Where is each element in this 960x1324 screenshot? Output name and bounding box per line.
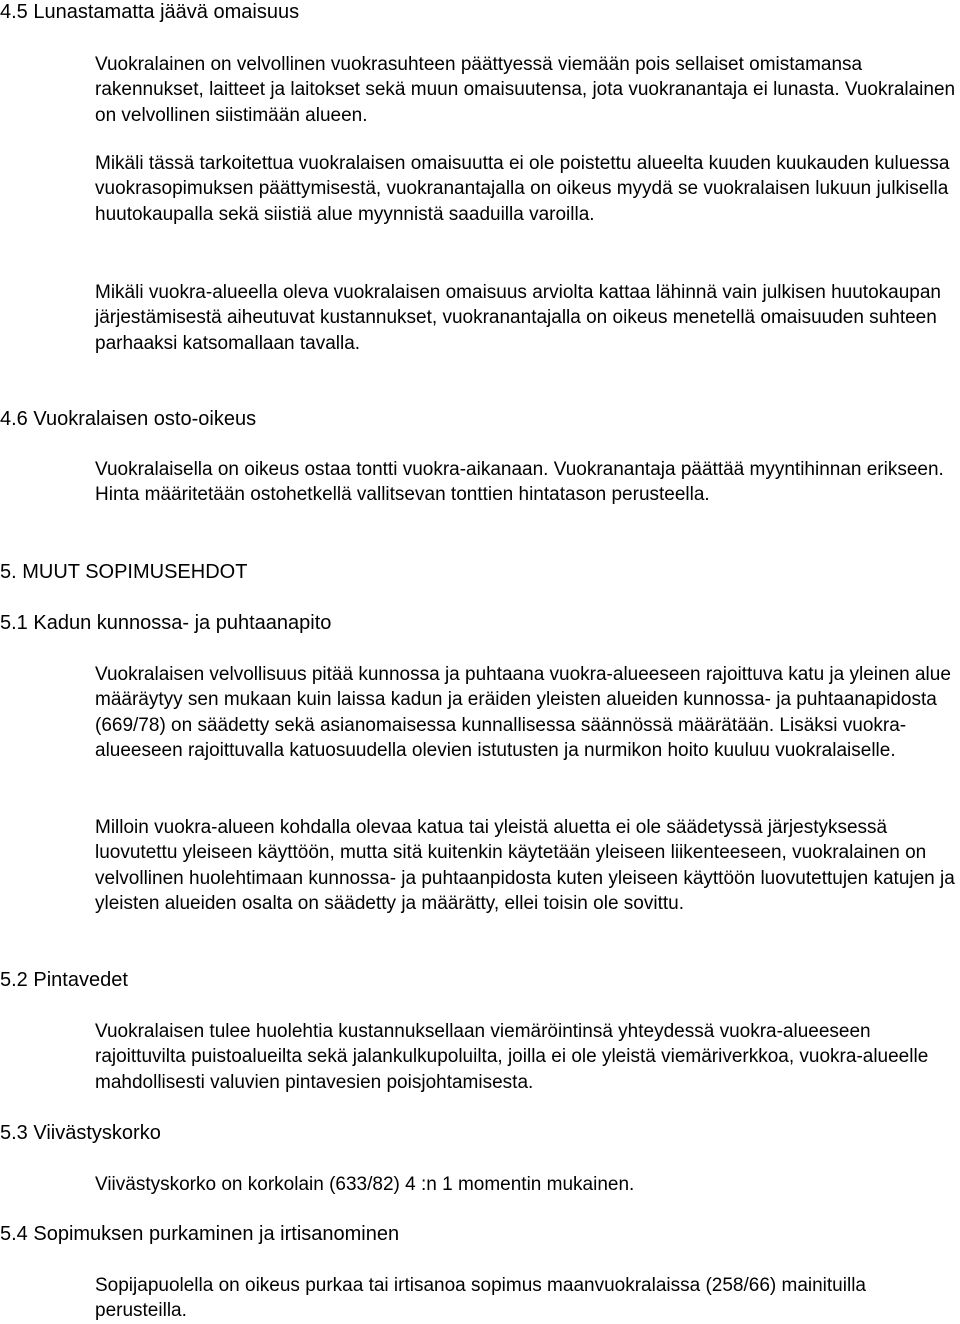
section-heading-5: 5. MUUT SOPIMUSEHDOT	[0, 561, 248, 583]
section-heading-4-5: 4.5 Lunastamatta jäävä omaisuus	[0, 1, 300, 23]
section-heading-5-3: 5.3 Viivästyskorko	[0, 1122, 161, 1144]
section-5-2-paragraph-1: Vuokralaisen tulee huolehtia kustannuksellaan viemäröintinsä yhteydessä vuokra-alueeseen rajoittuvilta puistoalueilta sekä jalankulkupoluilta, joilla ei ole yleistä viemäriverkkoa, vuokra-alueelle mahdollisesti valuvien pintavesien poisjohtamisesta.	[95, 1021, 929, 1093]
section-4-5-paragraph-2: Mikäli tässä tarkoitettua vuokralaisen omaisuutta ei ole poistettu alueelta kuuden kuukauden kuluessa vuokrasopimuksen päättymisestä, vuokranantajalla on oikeus myydä se vuokralaisen lukuun julkisella huutokaupalla sekä siistiä alue myynnistä saaduilla varoilla.	[95, 153, 950, 225]
section-4-5-paragraph-1: Vuokralainen on velvollinen vuokrasuhteen päättyessä viemään pois sellaiset omistamansa rakennukset, laitteet ja laitokset sekä muun omaisuutensa, jota vuokranantaja ei lunasta. Vuokralainen on velvollinen siistimään alueen.	[95, 54, 956, 126]
section-heading-5-2: 5.2 Pintavedet	[0, 969, 128, 991]
section-heading-4-6: 4.6 Vuokralaisen osto-oikeus	[0, 408, 257, 430]
section-5-1-paragraph-2: Milloin vuokra-alueen kohdalla olevaa katua tai yleistä aluetta ei ole säädetyssä järjestyksessä luovutettu yleiseen käyttöön, mutta sitä kuitenkin käytetään yleiseen liikenteeseen, vuokralainen on velvollinen huolehtimaan kunnossa- ja puhtaanpidosta kuten yleiseen käyttöön luovutettujen katujen ja yleisten alueiden osalta on säädetty ja määrätty, ellei toisin ole sovittu.	[95, 817, 955, 915]
section-heading-5-1: 5.1 Kadun kunnossa- ja puhtaanapito	[0, 612, 332, 634]
section-5-4-paragraph-1: Sopijapuolella on oikeus purkaa tai irtisanoa sopimus maanvuokralaissa (258/66) mainituilla perusteilla.	[95, 1275, 866, 1322]
section-5-1-paragraph-1: Vuokralaisen velvollisuus pitää kunnossa ja puhtaana vuokra-alueeseen rajoittuva katu ja yleinen alue määräytyy sen mukaan kuin laissa kadun ja eräiden yleisten alueiden kunnossa- ja puhtaanapidosta (669/78) on säädetty sekä asianomaisessa kunnallisessa säännössä määrätään. Lisäksi vuokra-alueeseen rajoittuvalla katuosuudella olevien istutusten ja nurmikon hoito kuuluu vuokralaiselle.	[95, 664, 951, 762]
section-4-6-paragraph-1: Vuokralaisella on oikeus ostaa tontti vuokra-aikanaan. Vuokranantaja päättää myyntihinnan erikseen. Hinta määritetään ostohetkellä vallitsevan tonttien hintatason perusteella.	[95, 459, 944, 506]
section-5-3-paragraph-1: Viivästyskorko on korkolain (633/82) 4 :n 1 momentin mukainen.	[95, 1174, 635, 1195]
section-4-5-paragraph-3: Mikäli vuokra-alueella oleva vuokralaisen omaisuus arviolta kattaa lähinnä vain julkisen huutokaupan järjestämisestä aiheutuvat kustannukset, vuokranantajalla on oikeus menetellä omaisuuden suhteen parhaaksi katsomallaan tavalla.	[95, 282, 941, 354]
section-heading-5-4: 5.4 Sopimuksen purkaminen ja irtisanominen	[0, 1223, 400, 1245]
